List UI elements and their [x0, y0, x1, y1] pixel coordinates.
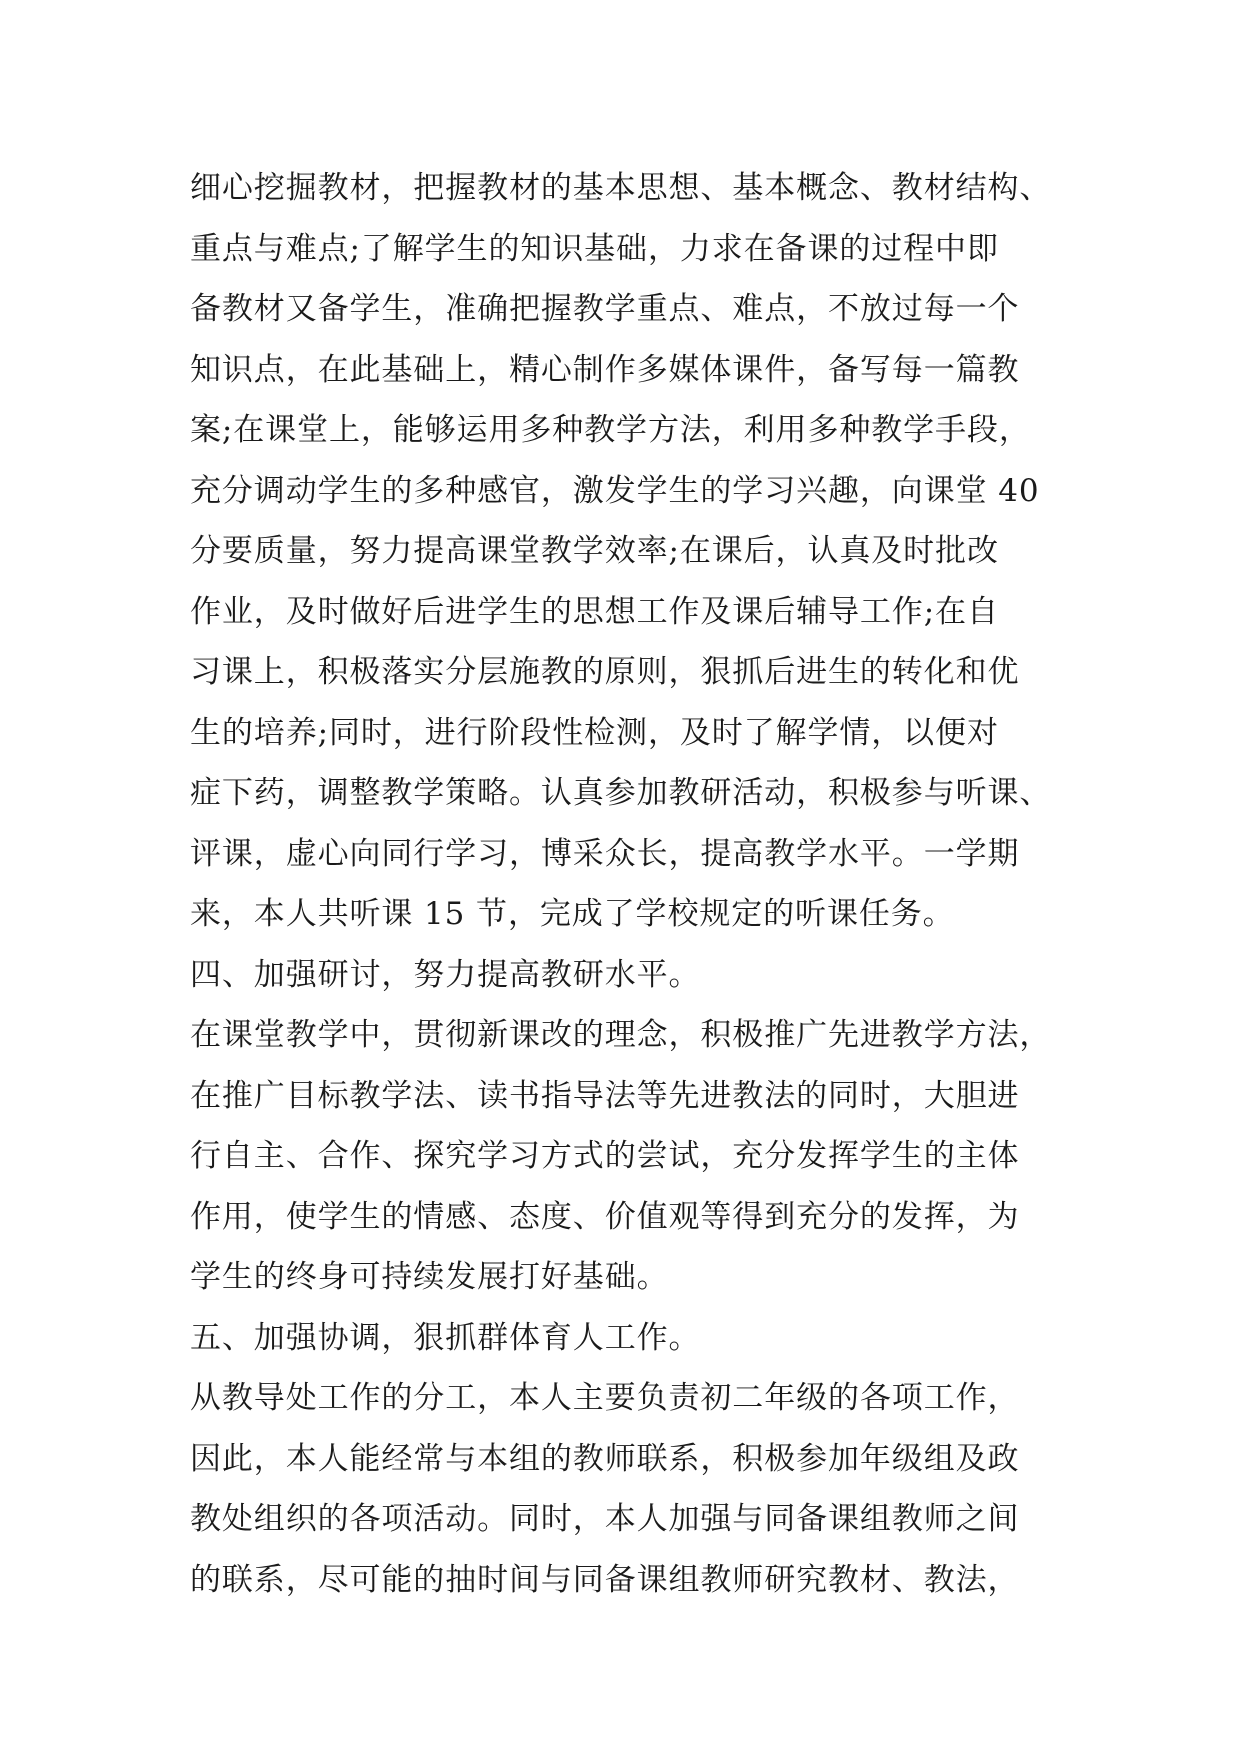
text-line: 在课堂教学中，贯彻新课改的理念，积极推广先进教学方法，: [190, 1017, 1052, 1053]
text-line: 教处组织的各项活动。同时，本人加强与同备课组教师之间: [190, 1501, 1020, 1537]
section-heading: 五、加强协调，狠抓群体育人工作。: [190, 1319, 701, 1356]
text-line: 行自主、合作、探究学习方式的尝试，充分发挥学生的主体: [190, 1138, 1020, 1174]
text-line: 备教材又备学生，准确把握教学重点、难点，不放过每一个: [190, 291, 1020, 327]
text-line: 细心挖掘教材，把握教材的基本思想、基本概念、教材结构、: [190, 170, 1052, 206]
text-line: 的联系，尽可能的抽时间与同备课组教师研究教材、教法，: [190, 1561, 1020, 1598]
body-text: [190, 158, 1070, 1610]
text-line: 来，本人共听课 15 节，完成了学校规定的听课任务。: [190, 896, 955, 932]
text-line: 知识点，在此基础上，精心制作多媒体课件，备写每一篇教: [190, 351, 1020, 388]
text-line: 生的培养;同时，进行阶段性检测，及时了解学情，以便对: [190, 714, 999, 751]
text-line: 作用，使学生的情感、态度、价值观等得到充分的发挥，为: [190, 1198, 1020, 1235]
text-line: 重点与难点;了解学生的知识基础，力求在备课的过程中即: [190, 230, 999, 267]
text-line: 分要质量，努力提高课堂教学效率;在课后，认真及时批改: [190, 533, 999, 569]
text-line: 充分调动学生的多种感官，激发学生的学习兴趣，向课堂 40: [190, 472, 1040, 509]
text-line: 作业，及时做好后进学生的思想工作及课后辅导工作;在自: [190, 593, 999, 630]
text-line: 因此，本人能经常与本组的教师联系，积极参加年级组及政: [190, 1440, 1020, 1477]
text-line: 学生的终身可持续发展打好基础。: [190, 1259, 669, 1295]
text-line: 在推广目标教学法、读书指导法等先进教法的同时，大胆进: [190, 1077, 1020, 1114]
text-line: 习课上，积极落实分层施教的原则，狠抓后进生的转化和优: [190, 654, 1020, 690]
text-line: 症下药，调整教学策略。认真参加教研活动，积极参与听课、: [190, 775, 1052, 811]
text-line: 评课，虚心向同行学习，博采众长，提高教学水平。一学期: [190, 835, 1020, 872]
section-heading: 四、加强研讨，努力提高教研水平。: [190, 956, 701, 993]
text-line: 案;在课堂上，能够运用多种教学方法，利用多种教学手段，: [190, 412, 1031, 448]
text-line: 从教导处工作的分工，本人主要负责初二年级的各项工作，: [190, 1380, 1020, 1416]
